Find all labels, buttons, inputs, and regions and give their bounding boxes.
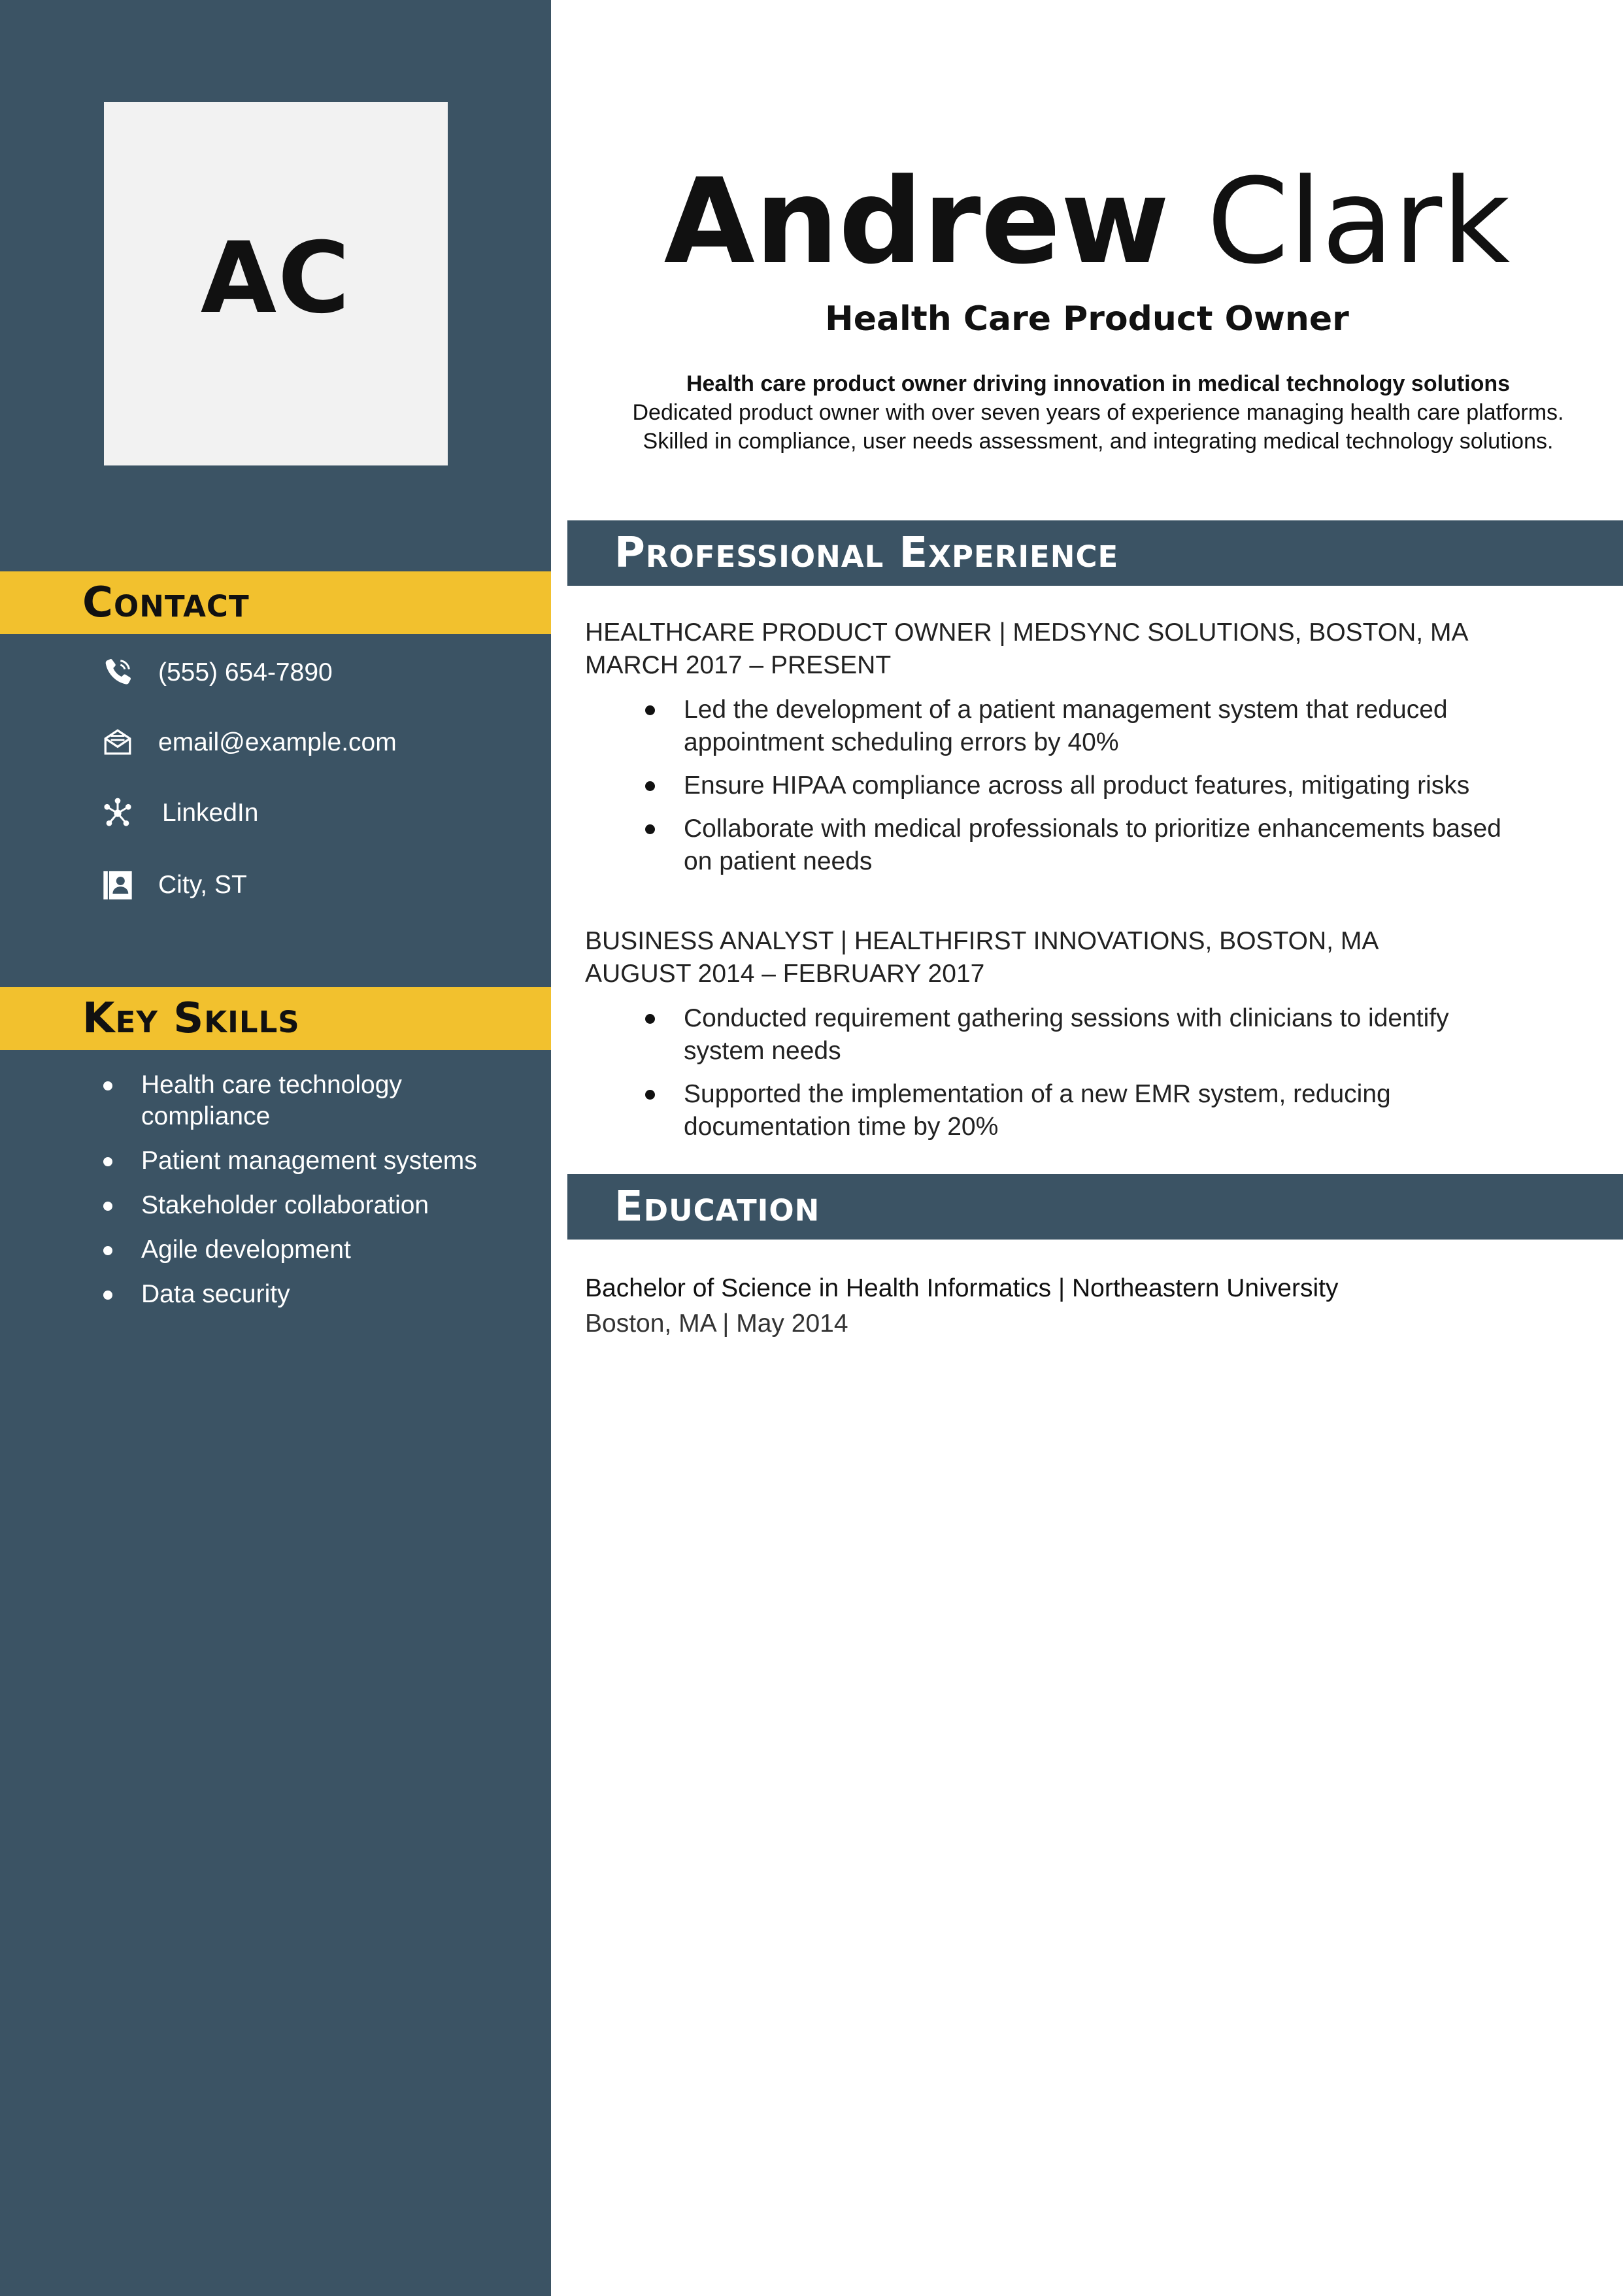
network-icon xyxy=(99,795,136,832)
contact-location[interactable] xyxy=(99,867,247,903)
experience-heading: Professional Experience xyxy=(614,529,1119,577)
job-bullet: Ensure HIPAA compliance across all product features, mitigating risks xyxy=(585,769,1527,802)
skill-item: Health care technology compliance xyxy=(0,1070,507,1132)
job-bullet: Collaborate with medical professionals to prioritize enhancements based on patient needs xyxy=(585,813,1527,878)
envelope-icon xyxy=(99,724,136,761)
sidebar xyxy=(0,0,551,2296)
job-role-line: HEALTHCARE PRODUCT OWNER | MEDSYNC SOLUTIONS, BOSTON, MA xyxy=(585,618,1469,647)
last-name: Clark xyxy=(1207,154,1511,290)
candidate-name xyxy=(551,154,1623,290)
job-bullet: Conducted requirement gathering sessions with clinicians to identify system needs xyxy=(585,1002,1527,1068)
summary-headline: Health care product owner driving innovation in medical technology solutions xyxy=(686,371,1511,396)
job-role-line: BUSINESS ANALYST | HEALTHFIRST INNOVATIONS, BOSTON, MA xyxy=(585,927,1379,955)
job-bullet: Supported the implementation of a new EMR system, reducing documentation time by 20% xyxy=(585,1078,1527,1143)
experience-header xyxy=(567,520,1623,586)
education-header xyxy=(567,1174,1623,1240)
contact-header xyxy=(0,571,551,634)
contact-linkedin[interactable] xyxy=(99,795,258,832)
skill-item: Agile development xyxy=(0,1234,507,1266)
degree-line: Bachelor of Science in Health Informatics | Northeastern University xyxy=(585,1274,1339,1302)
job-dates: MARCH 2017 – PRESENT xyxy=(585,651,892,679)
first-name: Andrew xyxy=(663,154,1169,290)
job-bullets xyxy=(585,1002,1605,1143)
job-entry xyxy=(585,925,1605,1154)
linkedin-text: LinkedIn xyxy=(162,799,259,827)
skills-header xyxy=(0,987,551,1050)
contact-phone[interactable] xyxy=(99,654,333,691)
job-dates: AUGUST 2014 – FEBRUARY 2017 xyxy=(585,960,985,988)
skill-item: Stakeholder collaboration xyxy=(0,1190,507,1221)
job-bullet: Led the development of a patient management system that reduced appointment scheduling errors by 40% xyxy=(585,694,1527,759)
monogram-box xyxy=(104,102,448,465)
summary-line: Dedicated product owner with over seven years of experience managing health care platforms. xyxy=(632,400,1564,425)
phone-text: (555) 654-7890 xyxy=(158,658,333,686)
summary xyxy=(575,369,1621,456)
skill-item: Patient management systems xyxy=(0,1145,507,1177)
summary-line: Skilled in compliance, user needs assessment, and integrating medical technology solutions. xyxy=(643,429,1554,454)
education-heading: Education xyxy=(614,1183,820,1231)
contact-heading: Contact xyxy=(82,579,250,627)
phone-icon xyxy=(99,654,136,691)
location-text: City, ST xyxy=(158,871,247,899)
monogram: AC xyxy=(200,222,352,335)
contact-email[interactable] xyxy=(99,724,397,761)
skills-list xyxy=(0,1070,551,1323)
email-text: email@example.com xyxy=(158,728,397,756)
education-entry xyxy=(585,1271,1605,1342)
education-detail: Boston, MA | May 2014 xyxy=(585,1309,848,1338)
job-entry xyxy=(585,616,1605,888)
skills-heading: Key Skills xyxy=(82,994,300,1043)
contact-card-icon xyxy=(99,867,136,903)
job-title: Health Care Product Owner xyxy=(825,299,1349,339)
job-bullets xyxy=(585,694,1605,878)
skill-item: Data security xyxy=(0,1279,507,1310)
